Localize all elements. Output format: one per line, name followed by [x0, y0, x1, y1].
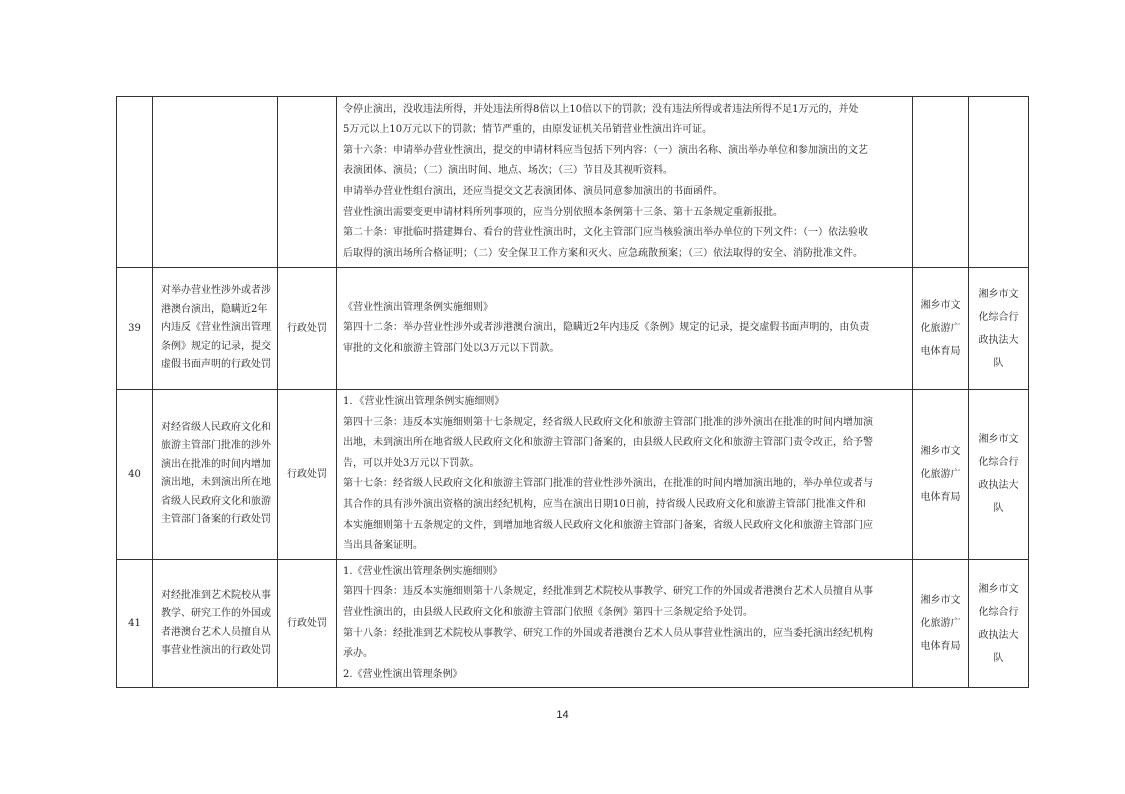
item-name: 对经批准到艺术院校从事教学、研究工作的外国或者港澳台艺术人员擅自从事营业性演出的行政处罚 — [153, 559, 278, 688]
legal-basis-line: 5万元以上10万元以下的罚款；情节严重的，由原发证机关吊销营业性演出许可证。 — [343, 124, 713, 136]
table-row — [117, 97, 1029, 268]
legal-basis-line: 当出具备案证明。 — [343, 540, 423, 552]
legal-basis — [337, 97, 913, 268]
item-number — [117, 97, 153, 268]
enforcement-unit — [969, 97, 1029, 268]
responsible-department: 湘乡市文化旅游广电体育局 — [913, 559, 969, 688]
item-number: 39 — [117, 268, 153, 390]
legal-basis-line: 1.《营业性演出管理条例实施细则》 — [343, 565, 503, 577]
legal-basis-line: 本实施细则第十五条规定的文件，到增加地省级人民政府文化和旅游主管部门备案，省级人民政府文化和旅游主管部门应 — [343, 519, 873, 531]
item-type — [278, 97, 337, 268]
table-row — [117, 559, 1029, 688]
item-type: 行政处罚 — [278, 559, 337, 688]
legal-basis-line: 表演团体、演员；（二）演出时间、地点、场次；（三）节目及其视听资料。 — [343, 165, 673, 177]
legal-basis-line: 第四十四条：违反本实施细则第十八条规定，经批准到艺术院校从事教学、研究工作的外国或者港澳台艺术人员擅自从事 — [343, 586, 873, 598]
item-number: 40 — [117, 390, 153, 560]
legal-basis — [337, 268, 913, 390]
legal-basis-line: 其合作的具有涉外演出资格的演出经纪机构，应当在演出日期10日前，持省级人民政府文化和旅游主管部门批准文件和 — [343, 498, 866, 510]
legal-basis-line: 第四十三条：违反本实施细则第十七条规定，经省级人民政府文化和旅游主管部门批准的涉外演出在批准的时间内增加演 — [343, 416, 873, 428]
legal-basis-line: 申请举办营业性组台演出，还应当提交文艺表演团体、演员同意参加演出的书面函件。 — [343, 186, 723, 197]
enforcement-unit: 湘乡市文化综合行政执法大队 — [969, 268, 1029, 390]
legal-basis-line: 审批的文化和旅游主管部门处以3万元以下罚款。 — [343, 342, 560, 354]
item-name: 对经省级人民政府文化和旅游主管部门批准的涉外演出在批准的时间内增加演出地，未到演出所在地省级人民政府文化和旅游主管部门备案的行政处罚 — [153, 390, 278, 560]
legal-basis-line: 第十六条：申请举办营业性演出，提交的申请材料应当包括下列内容：（一）演出名称、演出举办单位和参加演出的文艺 — [343, 144, 868, 156]
legal-basis-line: 营业性演出的，由县级人民政府文化和旅游主管部门依照《条例》第四十三条规定给予处罚。 — [343, 606, 753, 618]
table-row — [117, 268, 1029, 390]
responsible-department: 湘乡市文化旅游广电体育局 — [913, 268, 969, 390]
enforcement-table — [116, 96, 1029, 688]
legal-basis — [337, 390, 913, 560]
responsible-department — [913, 97, 969, 268]
responsible-department: 湘乡市文化旅游广电体育局 — [913, 390, 969, 560]
table-body — [117, 97, 1029, 688]
legal-basis-line: 告，可以并处3万元以下罚款。 — [343, 457, 480, 469]
item-type: 行政处罚 — [278, 268, 337, 390]
enforcement-unit: 湘乡市文化综合行政执法大队 — [969, 390, 1029, 560]
legal-basis-line: 第十八条：经批准到艺术院校从事教学、研究工作的外国或者港澳台艺术人员从事营业性演出的，应当委托演出经纪机构 — [343, 627, 873, 639]
enforcement-unit: 湘乡市文化综合行政执法大队 — [969, 559, 1029, 688]
legal-basis-line: 出地，未到演出所在地省级人民政府文化和旅游主管部门备案的，由县级人民政府文化和旅游主管部门责令改正，给予警 — [343, 437, 873, 449]
legal-basis-line: 营业性演出需要变更申请材料所列事项的，应当分别依照本条例第十三条、第十五条规定重新报批。 — [343, 206, 783, 218]
item-name: 对举办营业性涉外或者涉港澳台演出，隐瞒近2年内违反《营业性演出管理条例》规定的记录，提交虚假书面声明的行政处罚 — [153, 268, 278, 390]
legal-basis-line: 后取得的演出场所合格证明；（二）安全保卫工作方案和灭火、应急疏散预案；（三）依法取得的安全、消防批准文件。 — [343, 247, 863, 259]
legal-basis-line: 《营业性演出管理条例实施细则》 — [343, 301, 493, 313]
page-number: 14 — [556, 709, 569, 721]
legal-basis-line: 第四十二条：举办营业性涉外或者涉港澳台演出，隐瞒近2年内违反《条例》规定的记录，提交虚假书面声明的，由负责 — [343, 322, 870, 334]
legal-basis-line: 承办。 — [343, 648, 373, 660]
item-number: 41 — [117, 559, 153, 688]
legal-basis-line: 2.《营业性演出管理条例》 — [343, 668, 463, 680]
legal-basis-line: 第二十条：审批临时搭建舞台、看台的营业性演出时，文化主管部门应当核验演出举办单位的下列文件：（一）依法验收 — [343, 227, 868, 239]
item-type: 行政处罚 — [278, 390, 337, 560]
legal-basis — [337, 559, 913, 688]
table-row — [117, 390, 1029, 560]
legal-basis-line: 令停止演出，没收违法所得，并处违法所得8倍以上10倍以下的罚款；没有违法所得或者违法所得不足1万元的，并处 — [343, 103, 859, 115]
legal-basis-line: 1．《营业性演出管理条例实施细则》 — [343, 396, 505, 407]
item-name — [153, 97, 278, 268]
legal-basis-line: 第十七条：经省级人民政府文化和旅游主管部门批准的营业性涉外演出，在批准的时间内增加演出地的，举办单位或者与 — [343, 478, 873, 490]
